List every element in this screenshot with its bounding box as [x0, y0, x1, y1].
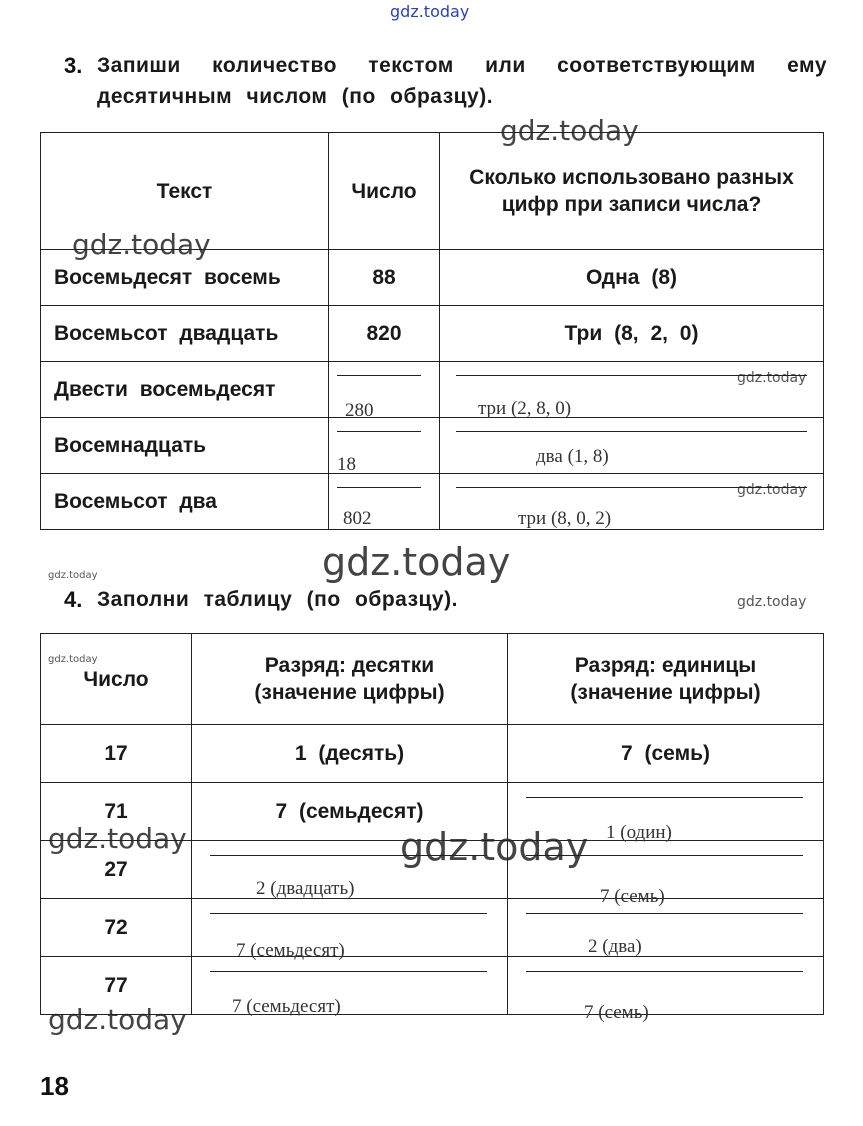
- row-units: 7 (семь): [508, 725, 824, 783]
- watermark: gdz.today: [72, 228, 211, 261]
- row-digits: Одна (8): [440, 250, 824, 306]
- handwritten-digits: три (2, 8, 0): [478, 397, 572, 419]
- row-digits-cell: [440, 418, 824, 474]
- watermark: gdz.today: [737, 482, 807, 498]
- answer-line: [337, 375, 421, 376]
- row-tens-cell: [192, 841, 508, 899]
- table-row: [41, 306, 824, 362]
- header-tens: Разряд: десятки (значение цифры): [192, 634, 508, 725]
- header-digits-count: Сколько использовано разных цифр при записи числа?: [440, 133, 824, 250]
- task4-number: 4.: [64, 587, 83, 612]
- row-units-cell: [508, 841, 824, 907]
- row-units-cell: [508, 957, 824, 1023]
- table-row: [41, 362, 824, 418]
- handwritten-units: 2 (два): [588, 935, 642, 957]
- row-number-cell: [329, 418, 440, 474]
- watermark: gdz.today: [48, 654, 98, 665]
- table-row: [41, 957, 824, 1015]
- watermark: gdz.today: [737, 594, 807, 610]
- row-text: Восемьсот двадцать: [41, 306, 329, 362]
- header-units: Разряд: единицы (значение цифры): [508, 634, 824, 725]
- row-tens: 1 (десять): [192, 725, 508, 783]
- row-digits-cell: [440, 474, 824, 530]
- handwritten-tens: 7 (семьдесят): [232, 995, 341, 1017]
- row-units-cell: [508, 783, 824, 841]
- row-number-cell: [329, 474, 440, 530]
- table-row: [41, 899, 824, 957]
- row-tens-cell: [192, 899, 508, 961]
- handwritten-tens: 7 (семьдесят): [236, 939, 345, 961]
- handwritten-units: 7 (семь): [600, 885, 665, 907]
- answer-line: [337, 487, 421, 488]
- watermark: gdz.today: [48, 1003, 187, 1036]
- row-digits-cell: [440, 362, 824, 418]
- row-number: 72: [41, 899, 192, 957]
- answer-line: [210, 913, 487, 914]
- row-number: 77: [41, 957, 192, 1015]
- row-number: 820: [329, 306, 440, 362]
- handwritten-digits: три (8, 0, 2): [518, 507, 612, 529]
- header-number: Число: [41, 634, 192, 725]
- row-number: 27: [41, 841, 192, 899]
- handwritten-number: 802: [343, 507, 372, 529]
- row-text: Восемнадцать: [41, 418, 329, 474]
- row-number: 71: [41, 783, 192, 841]
- row-text: Двести восемьдесят: [41, 362, 329, 418]
- table-header-row: [41, 133, 824, 250]
- task3-text-line1: Запиши количество текстом или соответствующим ему: [97, 54, 827, 77]
- row-text: Восемьдесят восемь: [41, 250, 329, 306]
- task3-table: [40, 132, 824, 530]
- row-digits: Три (8, 2, 0): [440, 306, 824, 362]
- handwritten-units: 1 (один): [606, 821, 672, 843]
- answer-line: [526, 797, 803, 798]
- answer-line: [526, 913, 803, 914]
- answer-line: [210, 971, 487, 972]
- row-text: Восемьсот два: [41, 474, 329, 530]
- answer-line: [337, 431, 421, 432]
- row-units-cell: [508, 899, 824, 957]
- answer-line: [210, 855, 487, 856]
- table-row: [41, 474, 824, 530]
- watermark: gdz.today: [48, 570, 98, 581]
- handwritten-number: 18: [337, 453, 356, 475]
- page-number: 18: [40, 1071, 69, 1101]
- watermark: gdz.today: [322, 540, 511, 584]
- answer-line: [456, 487, 807, 488]
- row-number-cell: [329, 362, 440, 421]
- task3-text-line2: десятичным числом (по образцу).: [97, 85, 494, 108]
- answer-line: [456, 375, 807, 376]
- table-row: [41, 725, 824, 783]
- table-row: [41, 841, 824, 899]
- handwritten-number: 280: [345, 399, 374, 421]
- answer-line: [526, 971, 803, 972]
- answer-line: [456, 431, 807, 432]
- row-tens: 7 (семьдесят): [192, 783, 508, 841]
- table-row: [41, 250, 824, 306]
- answer-line: [526, 855, 803, 856]
- row-tens-cell: [192, 957, 508, 1015]
- row-number: 88: [329, 250, 440, 306]
- watermark: gdz.today: [48, 822, 187, 855]
- row-number: 17: [41, 725, 192, 783]
- handwritten-digits: два (1, 8): [536, 445, 609, 467]
- task3-number: 3.: [64, 53, 83, 78]
- handwritten-units: 7 (семь): [584, 1001, 649, 1023]
- watermark: gdz.today: [400, 825, 589, 869]
- header-text: Текст: [41, 133, 329, 250]
- table-row: [41, 783, 824, 841]
- table-row: [41, 418, 824, 474]
- watermark: gdz.today: [500, 114, 639, 147]
- watermark: gdz.today: [737, 370, 807, 386]
- header-number: Число: [329, 133, 440, 250]
- watermark-top: gdz.today: [390, 2, 470, 21]
- task4-text: Заполни таблицу (по образцу).: [97, 588, 458, 611]
- table-header-row: [41, 634, 824, 725]
- handwritten-tens: 2 (двадцать): [256, 877, 355, 899]
